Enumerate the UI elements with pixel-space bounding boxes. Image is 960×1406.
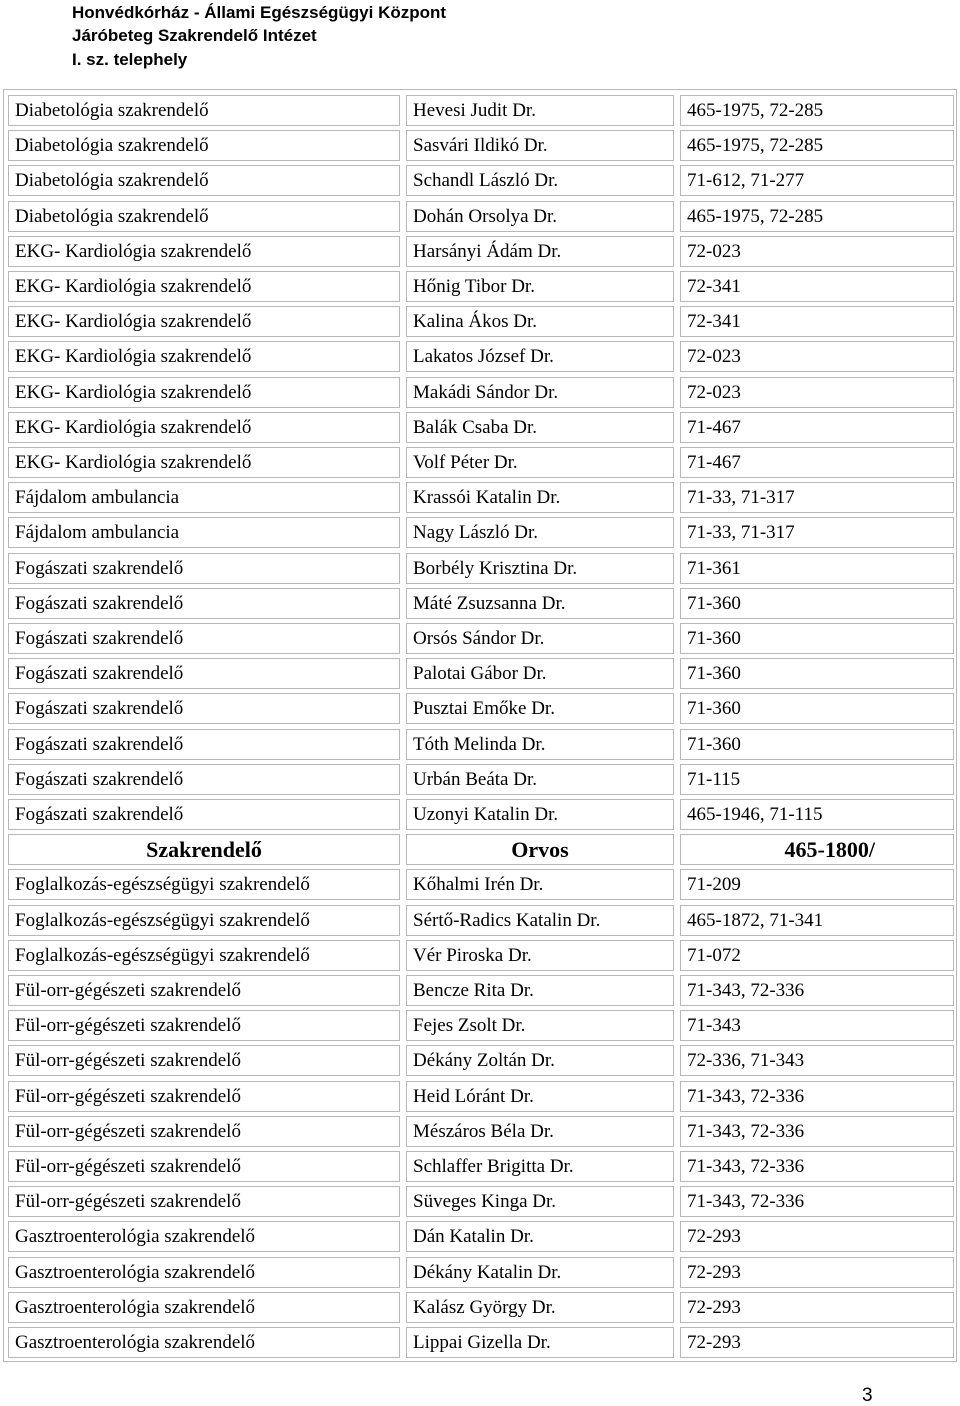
cell-clinic: Fogászati szakrendelő (8, 799, 400, 830)
cell-clinic: Fül-orr-gégészeti szakrendelő (8, 1010, 400, 1041)
cell-clinic: Fül-orr-gégészeti szakrendelő (8, 1186, 400, 1217)
cell-doctor: Kalina Ákos Dr. (406, 306, 674, 337)
cell-phone: 71-343 (680, 1010, 954, 1041)
cell-clinic: EKG- Kardiológia szakrendelő (8, 236, 400, 267)
cell-doctor: Harsányi Ádám Dr. (406, 236, 674, 267)
cell-clinic: Fogászati szakrendelő (8, 764, 400, 795)
cell-phone: 71-343, 72-336 (680, 1151, 954, 1182)
cell-phone: 72-293 (680, 1221, 954, 1252)
cell-clinic: Foglalkozás-egészségügyi szakrendelő (8, 905, 400, 936)
cell-doctor: Fejes Zsolt Dr. (406, 1010, 674, 1041)
cell-doctor: Bencze Rita Dr. (406, 975, 674, 1006)
cell-doctor: Lakatos József Dr. (406, 341, 674, 372)
cell-phone: 72-023 (680, 341, 954, 372)
cell-clinic: Gasztroenterológia szakrendelő (8, 1292, 400, 1323)
cell-doctor: Sértő-Radics Katalin Dr. (406, 905, 674, 936)
cell-clinic: EKG- Kardiológia szakrendelő (8, 377, 400, 408)
cell-doctor: Dán Katalin Dr. (406, 1221, 674, 1252)
cell-phone: 71-467 (680, 447, 954, 478)
cell-clinic: Fogászati szakrendelő (8, 693, 400, 724)
cell-phone: 71-343, 72-336 (680, 1186, 954, 1217)
cell-doctor: Balák Csaba Dr. (406, 412, 674, 443)
cell-doctor: Palotai Gábor Dr. (406, 658, 674, 689)
cell-phone: 71-343, 72-336 (680, 1116, 954, 1147)
cell-clinic: Fájdalom ambulancia (8, 482, 400, 513)
cell-doctor: Schlaffer Brigitta Dr. (406, 1151, 674, 1182)
cell-clinic: Gasztroenterológia szakrendelő (8, 1221, 400, 1252)
cell-phone: 71-343, 72-336 (680, 975, 954, 1006)
cell-clinic: Fogászati szakrendelő (8, 553, 400, 584)
cell-clinic: Diabetológia szakrendelő (8, 95, 400, 126)
cell-clinic: Diabetológia szakrendelő (8, 130, 400, 161)
cell-phone: 71-360 (680, 588, 954, 619)
cell-phone: 465-1872, 71-341 (680, 905, 954, 936)
cell-doctor: Süveges Kinga Dr. (406, 1186, 674, 1217)
cell-clinic: Foglalkozás-egészségügyi szakrendelő (8, 869, 400, 900)
cell-doctor: Dohán Orsolya Dr. (406, 201, 674, 232)
cell-phone: 72-293 (680, 1292, 954, 1323)
cell-doctor: Vér Piroska Dr. (406, 940, 674, 971)
cell-doctor: Sasvári Ildikó Dr. (406, 130, 674, 161)
cell-clinic: Gasztroenterológia szakrendelő (8, 1257, 400, 1288)
cell-doctor: Volf Péter Dr. (406, 447, 674, 478)
cell-clinic: Fájdalom ambulancia (8, 517, 400, 548)
cell-clinic: EKG- Kardiológia szakrendelő (8, 306, 400, 337)
cell-doctor: Máté Zsuzsanna Dr. (406, 588, 674, 619)
cell-doctor: Pusztai Emőke Dr. (406, 693, 674, 724)
cell-phone: 465-1975, 72-285 (680, 130, 954, 161)
cell-doctor: Urbán Beáta Dr. (406, 764, 674, 795)
cell-phone: 71-467 (680, 412, 954, 443)
cell-doctor: Dékány Zoltán Dr. (406, 1045, 674, 1076)
column-header-doctor: Orvos (406, 834, 674, 865)
doctor-directory-table (3, 89, 957, 1362)
cell-clinic: Fogászati szakrendelő (8, 588, 400, 619)
cell-clinic: EKG- Kardiológia szakrendelő (8, 412, 400, 443)
header-site: I. sz. telephely (72, 49, 188, 69)
cell-clinic: Fogászati szakrendelő (8, 658, 400, 689)
cell-clinic: Fül-orr-gégészeti szakrendelő (8, 975, 400, 1006)
column-header-phone: 465-1800/ (680, 834, 954, 865)
cell-phone: 71-209 (680, 869, 954, 900)
cell-phone: 71-33, 71-317 (680, 517, 954, 548)
cell-phone: 72-336, 71-343 (680, 1045, 954, 1076)
cell-phone: 72-023 (680, 236, 954, 267)
cell-clinic: Fül-orr-gégészeti szakrendelő (8, 1045, 400, 1076)
cell-clinic: Fogászati szakrendelő (8, 729, 400, 760)
cell-doctor: Hőnig Tibor Dr. (406, 271, 674, 302)
cell-phone: 71-343, 72-336 (680, 1081, 954, 1112)
cell-doctor: Krassói Katalin Dr. (406, 482, 674, 513)
column-header-clinic: Szakrendelő (8, 834, 400, 865)
cell-phone: 72-341 (680, 306, 954, 337)
cell-doctor: Orsós Sándor Dr. (406, 623, 674, 654)
cell-doctor: Kalász György Dr. (406, 1292, 674, 1323)
header-department: Járóbeteg Szakrendelő Intézet (72, 26, 317, 46)
page-number: 3 (862, 1385, 873, 1406)
cell-phone: 465-1975, 72-285 (680, 95, 954, 126)
cell-phone: 465-1946, 71-115 (680, 799, 954, 830)
cell-phone: 72-023 (680, 377, 954, 408)
cell-clinic: Fül-orr-gégészeti szakrendelő (8, 1151, 400, 1182)
cell-phone: 71-361 (680, 553, 954, 584)
cell-clinic: Diabetológia szakrendelő (8, 165, 400, 196)
cell-clinic: Foglalkozás-egészségügyi szakrendelő (8, 940, 400, 971)
cell-doctor: Hevesi Judit Dr. (406, 95, 674, 126)
cell-clinic: Fül-orr-gégészeti szakrendelő (8, 1116, 400, 1147)
cell-doctor: Uzonyi Katalin Dr. (406, 799, 674, 830)
cell-clinic: EKG- Kardiológia szakrendelő (8, 341, 400, 372)
cell-phone: 71-360 (680, 658, 954, 689)
cell-doctor: Nagy László Dr. (406, 517, 674, 548)
header-institution: Honvédkórház - Állami Egészségügyi Központ (72, 3, 447, 22)
cell-phone: 71-360 (680, 623, 954, 654)
cell-phone: 71-360 (680, 693, 954, 724)
cell-clinic: EKG- Kardiológia szakrendelő (8, 271, 400, 302)
cell-phone: 72-293 (680, 1257, 954, 1288)
cell-doctor: Heid Lóránt Dr. (406, 1081, 674, 1112)
cell-doctor: Borbély Krisztina Dr. (406, 553, 674, 584)
cell-clinic: EKG- Kardiológia szakrendelő (8, 447, 400, 478)
cell-phone: 71-072 (680, 940, 954, 971)
cell-clinic: Gasztroenterológia szakrendelő (8, 1327, 400, 1358)
cell-doctor: Makádi Sándor Dr. (406, 377, 674, 408)
cell-phone: 465-1975, 72-285 (680, 201, 954, 232)
cell-phone: 72-293 (680, 1327, 954, 1358)
cell-doctor: Kőhalmi Irén Dr. (406, 869, 674, 900)
cell-doctor: Tóth Melinda Dr. (406, 729, 674, 760)
cell-phone: 72-341 (680, 271, 954, 302)
cell-phone: 71-612, 71-277 (680, 165, 954, 196)
cell-doctor: Lippai Gizella Dr. (406, 1327, 674, 1358)
cell-clinic: Diabetológia szakrendelő (8, 201, 400, 232)
document-header (72, 1, 446, 71)
cell-clinic: Fogászati szakrendelő (8, 623, 400, 654)
cell-phone: 71-33, 71-317 (680, 482, 954, 513)
cell-doctor: Dékány Katalin Dr. (406, 1257, 674, 1288)
cell-phone: 71-115 (680, 764, 954, 795)
cell-phone: 71-360 (680, 729, 954, 760)
cell-doctor: Schandl László Dr. (406, 165, 674, 196)
cell-clinic: Fül-orr-gégészeti szakrendelő (8, 1081, 400, 1112)
cell-doctor: Mészáros Béla Dr. (406, 1116, 674, 1147)
